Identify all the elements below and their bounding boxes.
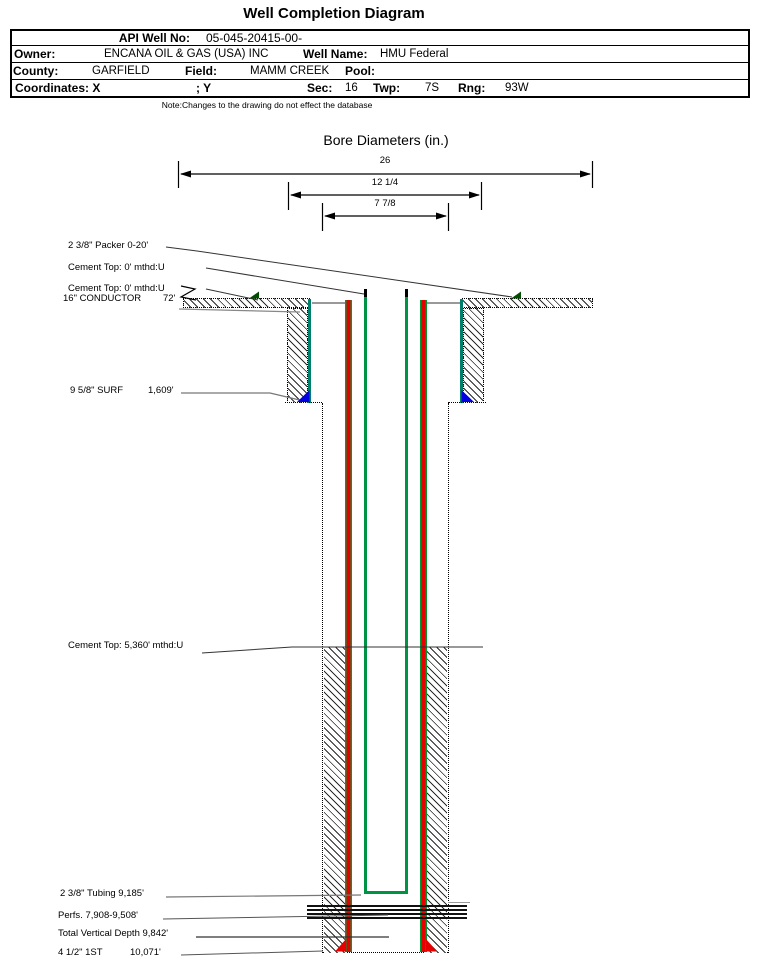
cement-top-mid-label: Cement Top: 5,360' mthd:U [68, 640, 184, 651]
field-label: Field: [185, 64, 217, 78]
bore-dim-12-1-4 [289, 182, 482, 210]
owner-value: ENCANA OIL & GAS (USA) INC [104, 48, 269, 60]
well-name-label: Well Name: [303, 47, 368, 61]
cement-top-2-label: Cement Top: 0' mthd:U [68, 283, 165, 294]
pool-label: Pool: [345, 64, 375, 78]
surface-shoe-symbol-left [297, 390, 310, 402]
dim-arrow-left [290, 192, 301, 199]
bore-diameters-title: Bore Diameters (in.) [323, 132, 449, 148]
sec-value: 16 [345, 82, 358, 94]
cement-top-1-label: Cement Top: 0' mthd:U [68, 262, 165, 273]
dim-arrow-right [436, 213, 447, 220]
bore-dim-7-7-8-label: 7 7/8 [374, 198, 396, 209]
rng-value: 93W [505, 82, 529, 94]
page-title: Well Completion Diagram [243, 5, 425, 22]
tubing-leader-line [166, 895, 361, 897]
sec-label: Sec: [307, 81, 333, 95]
production-casing-leader-line [181, 951, 323, 955]
tvd-label: Total Vertical Depth 9,842' [58, 928, 169, 939]
api-well-no-label: API Well No: [118, 31, 190, 45]
bore-dim-7-7-8 [323, 203, 449, 231]
conductor-label: 16" CONDUCTOR [63, 293, 142, 304]
production-shoe-symbol-left [335, 939, 346, 952]
surface-shoe-symbol-right [462, 390, 475, 402]
tubing-label: 2 3/8" Tubing 9,185' [60, 888, 144, 899]
surface-casing-label: 9 5/8" SURF [70, 385, 124, 396]
dim-arrow-right [469, 192, 480, 199]
dim-arrow-left [324, 213, 335, 220]
bore-dim-26-label: 26 [379, 155, 391, 166]
bore-dim-26 [179, 161, 593, 188]
twp-value: 7S [425, 82, 440, 94]
perfs-leader-line [163, 915, 388, 919]
conductor-leader-line [179, 309, 300, 312]
dim-arrow-right [580, 171, 591, 178]
flange-break-symbol [181, 286, 196, 300]
well-name-value: HMU Federal [380, 48, 449, 60]
dim-arrow-left [180, 171, 191, 178]
perfs-label: Perfs. 7,908-9,508' [58, 910, 138, 921]
surface-casing-depth-label: 1,609' [148, 385, 174, 396]
coordinates-label: Coordinates: X [15, 81, 101, 95]
production-casing-depth-label: 10,071' [130, 947, 161, 958]
coordinates-y-label: ; Y [196, 81, 212, 95]
county-value: GARFIELD [92, 65, 150, 77]
conductor-depth-label: 72' [163, 293, 176, 304]
field-value: MAMM CREEK [250, 65, 330, 77]
production-shoe-symbol-right [426, 939, 437, 952]
database-note: Note:Changes to the drawing do not effect the database [161, 100, 373, 110]
twp-label: Twp: [373, 81, 401, 95]
packer-symbol-left [249, 292, 259, 299]
packer-symbol-right [511, 292, 521, 299]
bore-dim-12-1-4-label: 12 1/4 [371, 177, 399, 188]
production-casing-label: 4 1/2" 1ST [58, 947, 103, 958]
cement-top-mid-leader-line [202, 647, 483, 653]
owner-label: Owner: [14, 47, 56, 61]
surface-casing-leader-line [181, 393, 308, 402]
packer-label: 2 3/8" Packer 0-20' [68, 240, 149, 251]
rng-label: Rng: [458, 81, 486, 95]
county-label: County: [13, 64, 59, 78]
api-well-no-value: 05-045-20415-00- [206, 31, 303, 45]
